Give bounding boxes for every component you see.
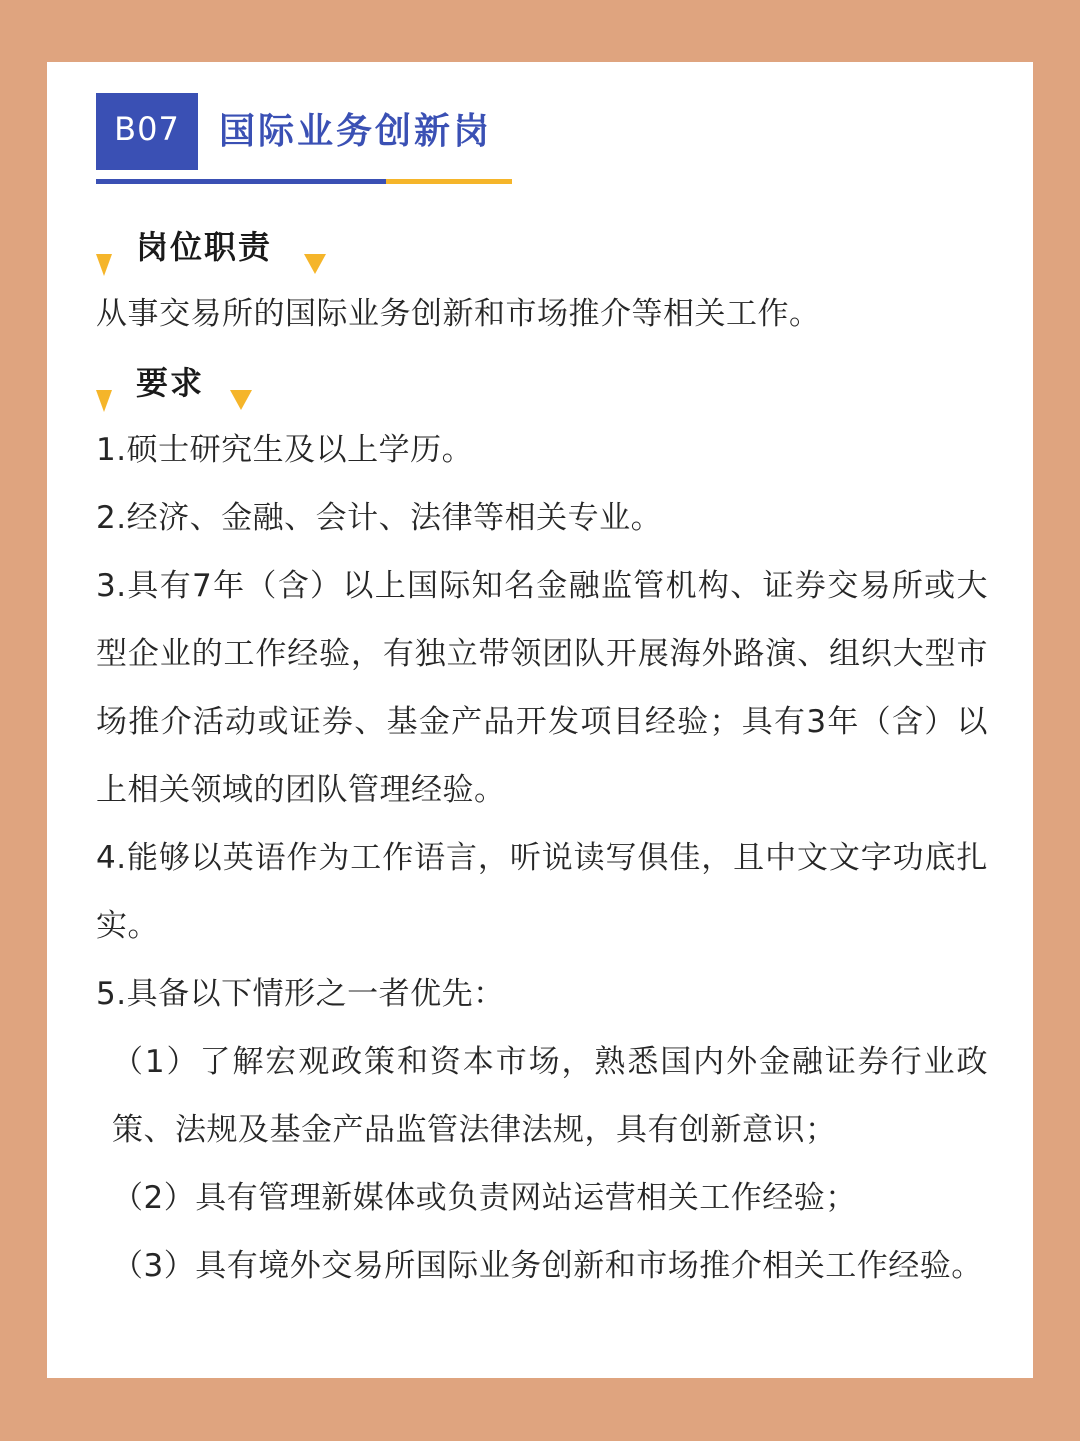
requirement-item: 2.经济、金融、会计、法律等相关专业。 bbox=[96, 500, 663, 536]
triangle-marker-icon bbox=[304, 254, 326, 274]
job-title: 国际业务创新岗 bbox=[219, 111, 493, 152]
requirements-heading bbox=[96, 358, 316, 408]
title-underline-accent bbox=[386, 179, 512, 184]
title-underline-primary bbox=[96, 179, 386, 184]
requirement-item: 1.硕士研究生及以上学历。 bbox=[96, 432, 474, 468]
requirements-heading-label: 要求 bbox=[136, 364, 205, 402]
triangle-marker-icon bbox=[230, 390, 252, 410]
triangle-marker-icon bbox=[96, 390, 112, 412]
requirement-item: 5.具备以下情形之一者优先： bbox=[96, 976, 505, 1012]
requirement-subitem: （2）具有管理新媒体或负责网站运营相关工作经验； bbox=[112, 1180, 857, 1216]
duties-text: 从事交易所的国际业务创新和市场推介等相关工作。 bbox=[96, 296, 821, 332]
requirement-subitem: （1）了解宏观政策和资本市场，熟悉国内外金融证券行业政策、法规及基金产品监管法律法规，具有创新意识； bbox=[112, 1044, 988, 1148]
job-code-badge: B07 bbox=[96, 93, 198, 170]
requirements-list bbox=[96, 416, 988, 1300]
job-header bbox=[96, 93, 516, 171]
job-card bbox=[47, 62, 1033, 1378]
requirement-subitem: （3）具有境外交易所国际业务创新和市场推介相关工作经验。 bbox=[112, 1248, 983, 1284]
duties-heading bbox=[96, 222, 356, 272]
requirement-item: 3.具有7年（含）以上国际知名金融监管机构、证券交易所或大型企业的工作经验，有独立带领团队开展海外路演、组织大型市场推介活动或证券、基金产品开发项目经验；具有3年（含）以上相关领域的团队管理经验。 bbox=[96, 568, 988, 808]
requirement-item: 4.能够以英语作为工作语言，听说读写俱佳，且中文文字功底扎实。 bbox=[96, 840, 988, 944]
triangle-marker-icon bbox=[96, 254, 112, 276]
duties-heading-label: 岗位职责 bbox=[136, 228, 273, 266]
